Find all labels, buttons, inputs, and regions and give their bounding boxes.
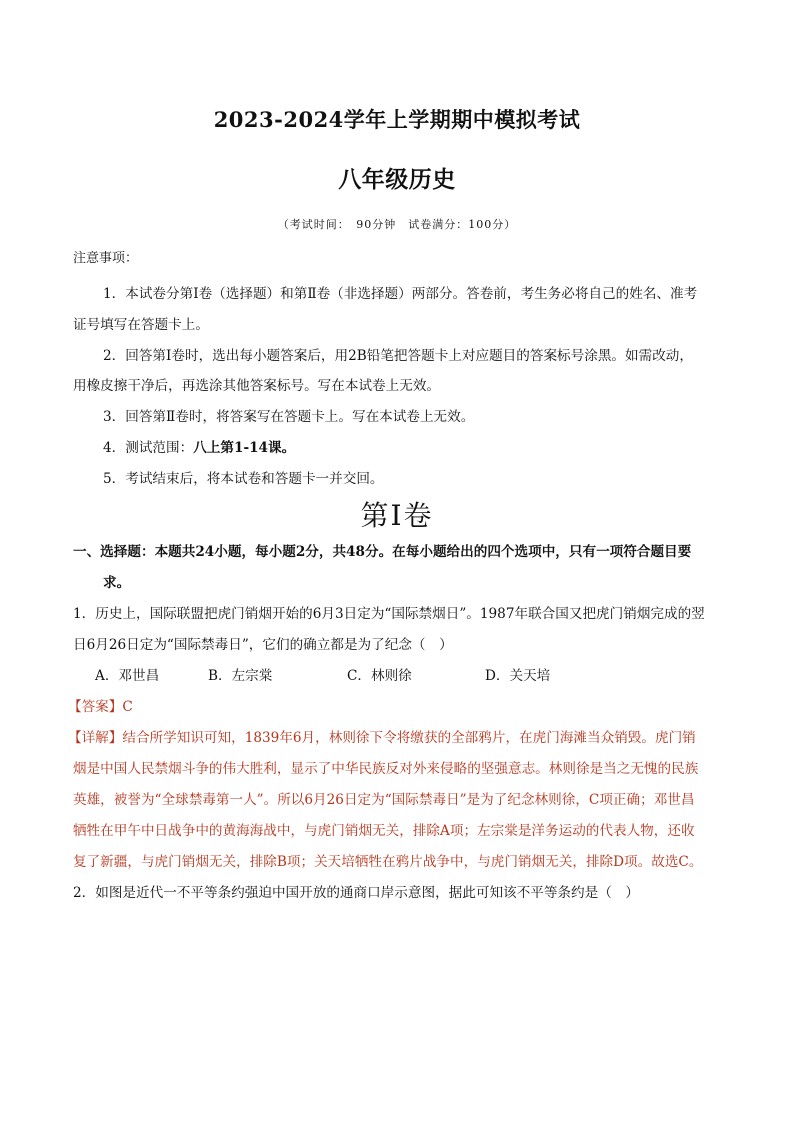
option-a: A．邓世昌	[95, 668, 160, 684]
detail-line-3: 英雄，被誉为“全球禁毒第一人”。所以6月26日定为“国际禁毒日”是为了纪念林则徐，C项正确；邓世昌	[73, 792, 695, 808]
notice-item-4-prefix: 4．测试范围：	[103, 440, 194, 456]
section-instructions-prefix: 一、选择题：	[73, 544, 155, 560]
answer-line	[68, 695, 133, 715]
question-1-stem: 1．历史上，国际联盟把虎门销烟开始的6月3日定为“国际禁烟日”。1987年联合国又把虎门销烟完成的翌	[73, 606, 705, 622]
section-title: 第Ⅰ卷	[360, 499, 434, 532]
option-c: C．林则徐	[347, 668, 412, 684]
option-d: D．关天培	[485, 668, 551, 684]
detail-line-2: 烟是中国人民禁烟斗争的伟大胜利，显示了中华民族反对外来侵略的坚强意志。林则徐是当之无愧的民族	[73, 761, 699, 777]
detail-line-5: 复了新疆，与虎门销烟无关，排除B项；关天培牺牲在鸦片战争中，与虎门销烟无关，排除D项。故选C。	[73, 854, 703, 870]
question-2-stem: 2．如图是近代一不平等条约强迫中国开放的通商口岸示意图，据此可知该不平等条约是（ ）	[73, 885, 639, 901]
notice-item-2: 2．回答第Ⅰ卷时，选出每小题答案后，用2B铅笔把答题卡上对应题目的答案标号涂黑。如需改动，	[103, 348, 693, 364]
notice-item-2-cont: 用橡皮擦干净后，再选涂其他答案标号。写在本试卷上无效。	[73, 378, 441, 394]
option-b: B．左宗棠	[208, 668, 273, 684]
notice-item-1: 1．本试卷分第Ⅰ卷（选择题）和第Ⅱ卷（非选择题）两部分。答卷前，考生务必将自己的姓名、准考	[103, 286, 698, 302]
notice-item-5: 5．考试结束后，将本试卷和答题卡一并交回。	[103, 471, 384, 487]
notice-heading: 注意事项：	[73, 251, 139, 266]
notice-item-4	[103, 436, 295, 456]
answer-tag: 【答案】	[68, 699, 123, 715]
question-1-stem-cont: 日6月26日定为“国际禁毒日”，它们的确立都是为了纪念（ ）	[73, 637, 453, 653]
detail-text-1: 结合所学知识可知，1839年6月，林则徐下令将缴获的全部鸦片，在虎门海滩当众销毁。虎门销	[122, 730, 696, 746]
section-instructions	[73, 540, 691, 560]
section-instructions-cont: 求。	[103, 575, 131, 591]
detail-line-4: 牺牲在甲午中日战争中的黄海海战中，与虎门销烟无关，排除A项；左宗棠是洋务运动的代表人物，还收	[73, 823, 695, 839]
notice-item-3: 3．回答第Ⅱ卷时，将答案写在答题卡上。写在本试卷上无效。	[103, 409, 475, 425]
exam-subject: 八年级历史	[338, 166, 456, 193]
section-instructions-text: 本题共24小题，每小题2分，共48分。在每小题给出的四个选项中，只有一项符合题目要	[154, 544, 692, 560]
detail-line-1	[68, 726, 696, 746]
notice-item-1-cont: 证号填写在答题卡上。	[73, 317, 209, 333]
exam-time-info: （考试时间： 90分钟 试卷满分：100分）	[277, 218, 517, 231]
test-scope: 八上第1-14课。	[193, 440, 296, 456]
exam-title: 2023-2024学年上学期期中模拟考试	[213, 107, 581, 132]
detail-tag: 【详解】	[68, 730, 123, 746]
answer-value: C	[122, 699, 133, 715]
